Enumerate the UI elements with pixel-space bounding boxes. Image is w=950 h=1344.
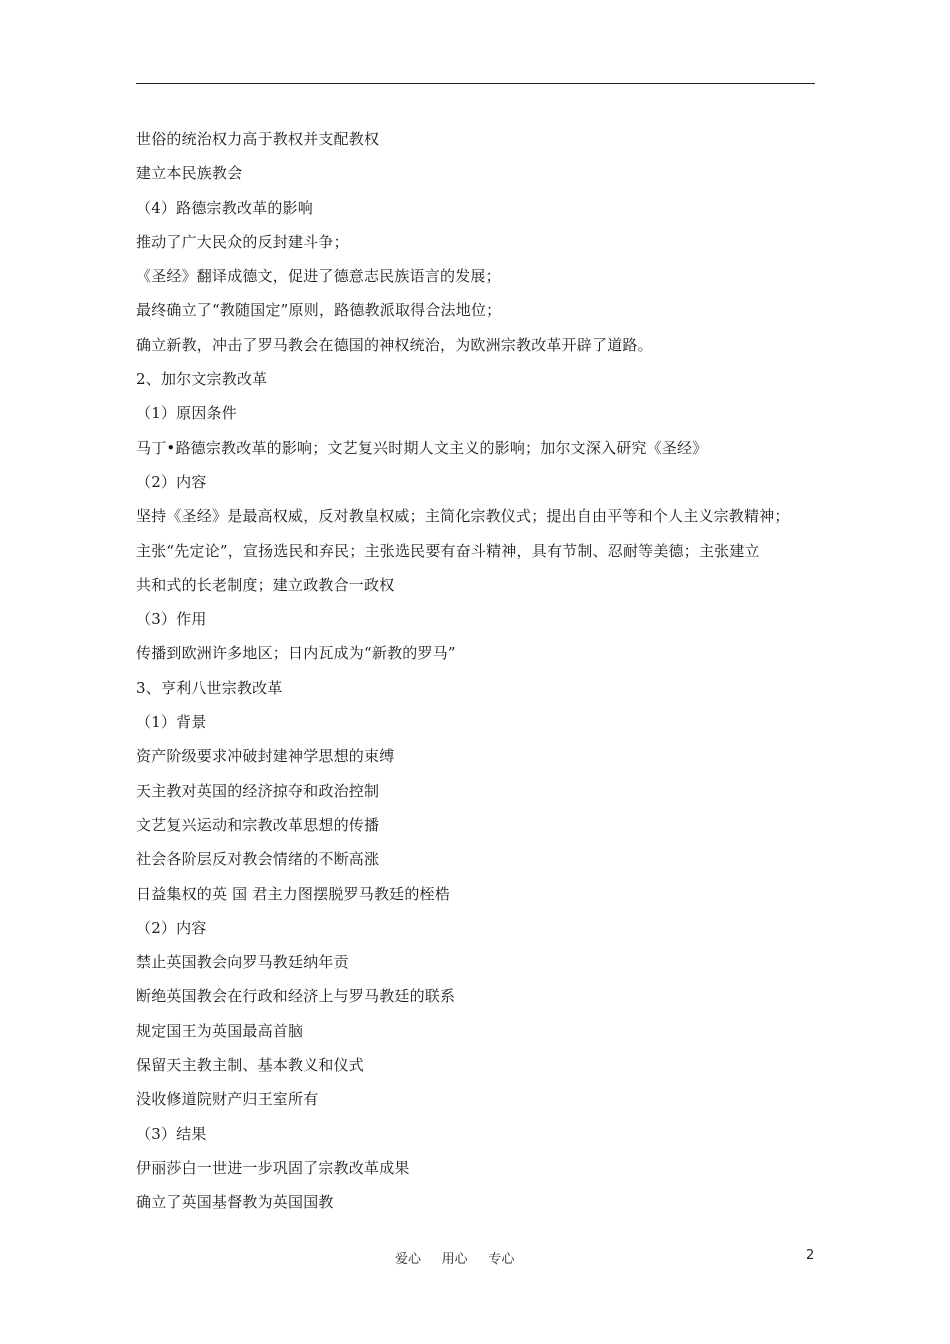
page-footer bbox=[0, 1248, 950, 1268]
section-subheading: （1）原因条件 bbox=[136, 404, 237, 423]
section-subheading: （3）作用 bbox=[136, 610, 207, 629]
section-heading: 3、亨利八世宗教改革 bbox=[136, 678, 283, 697]
section-subheading: （3）结果 bbox=[136, 1124, 207, 1143]
body-line: 主张“先定论”，宣扬选民和弃民；主张选民要有奋斗精神，具有节制、忍耐等美德；主张建立 bbox=[136, 541, 760, 560]
body-line: 日益集权的英 国 君主力图摆脱罗马教廷的桎梏 bbox=[136, 884, 450, 903]
body-line: 坚持《圣经》是最高权威，反对教皇权威；主简化宗教仪式；提出自由平等和个人主义宗教精神； bbox=[136, 507, 790, 526]
body-line: 禁止英国教会向罗马教廷纳年贡 bbox=[136, 953, 349, 972]
body-line: 确立了英国基督教为英国国教 bbox=[136, 1193, 334, 1212]
body-line: 没收修道院财产归王室所有 bbox=[136, 1090, 319, 1109]
section-subheading: （4）路德宗教改革的影响 bbox=[136, 198, 313, 217]
page-number: 2 bbox=[806, 1248, 815, 1263]
body-line: 确立新教，冲击了罗马教会在德国的神权统治，为欧洲宗教改革开辟了道路。 bbox=[136, 335, 653, 354]
body-line: 《圣经》翻译成德文，促进了德意志民族语言的发展； bbox=[136, 267, 501, 286]
section-subheading: （2）内容 bbox=[136, 472, 207, 491]
body-line: 传播到欧洲许多地区；日内瓦成为“新教的罗马” bbox=[136, 644, 456, 663]
body-line: 天主教对英国的经济掠夺和政治控制 bbox=[136, 781, 380, 800]
body-line: 共和式的长老制度；建立政教合一政权 bbox=[136, 575, 395, 594]
body-line: 建立本民族教会 bbox=[136, 164, 243, 183]
body-line: 断绝英国教会在行政和经济上与罗马教廷的联系 bbox=[136, 987, 456, 1006]
section-subheading: （2）内容 bbox=[136, 918, 207, 937]
body-line: 伊丽莎白一世进一步巩固了宗教改革成果 bbox=[136, 1158, 410, 1177]
body-line: 社会各阶层反对教会情绪的不断高涨 bbox=[136, 850, 380, 869]
body-line: 最终确立了“教随国定”原则，路德教派取得合法地位； bbox=[136, 301, 502, 320]
body-line: 文艺复兴运动和宗教改革思想的传播 bbox=[136, 815, 380, 834]
section-heading: 2、加尔文宗教改革 bbox=[136, 370, 268, 389]
body-line: 规定国王为英国最高首脑 bbox=[136, 1021, 304, 1040]
footer-motto: 爱心 用心 专心 bbox=[395, 1252, 515, 1267]
body-line: 世俗的统治权力高于教权并支配教权 bbox=[136, 130, 380, 148]
header-rule bbox=[136, 83, 815, 84]
section-subheading: （1）背景 bbox=[136, 713, 207, 732]
body-line: 保留天主教主制、基本教义和仪式 bbox=[136, 1056, 365, 1075]
body-line: 资产阶级要求冲破封建神学思想的束缚 bbox=[136, 747, 395, 766]
document-body bbox=[136, 122, 836, 1220]
body-line: 马丁•路德宗教改革的影响；文艺复兴时期人文主义的影响；加尔文深入研究《圣经》 bbox=[136, 438, 708, 457]
body-line: 推动了广大民众的反封建斗争； bbox=[136, 232, 349, 251]
